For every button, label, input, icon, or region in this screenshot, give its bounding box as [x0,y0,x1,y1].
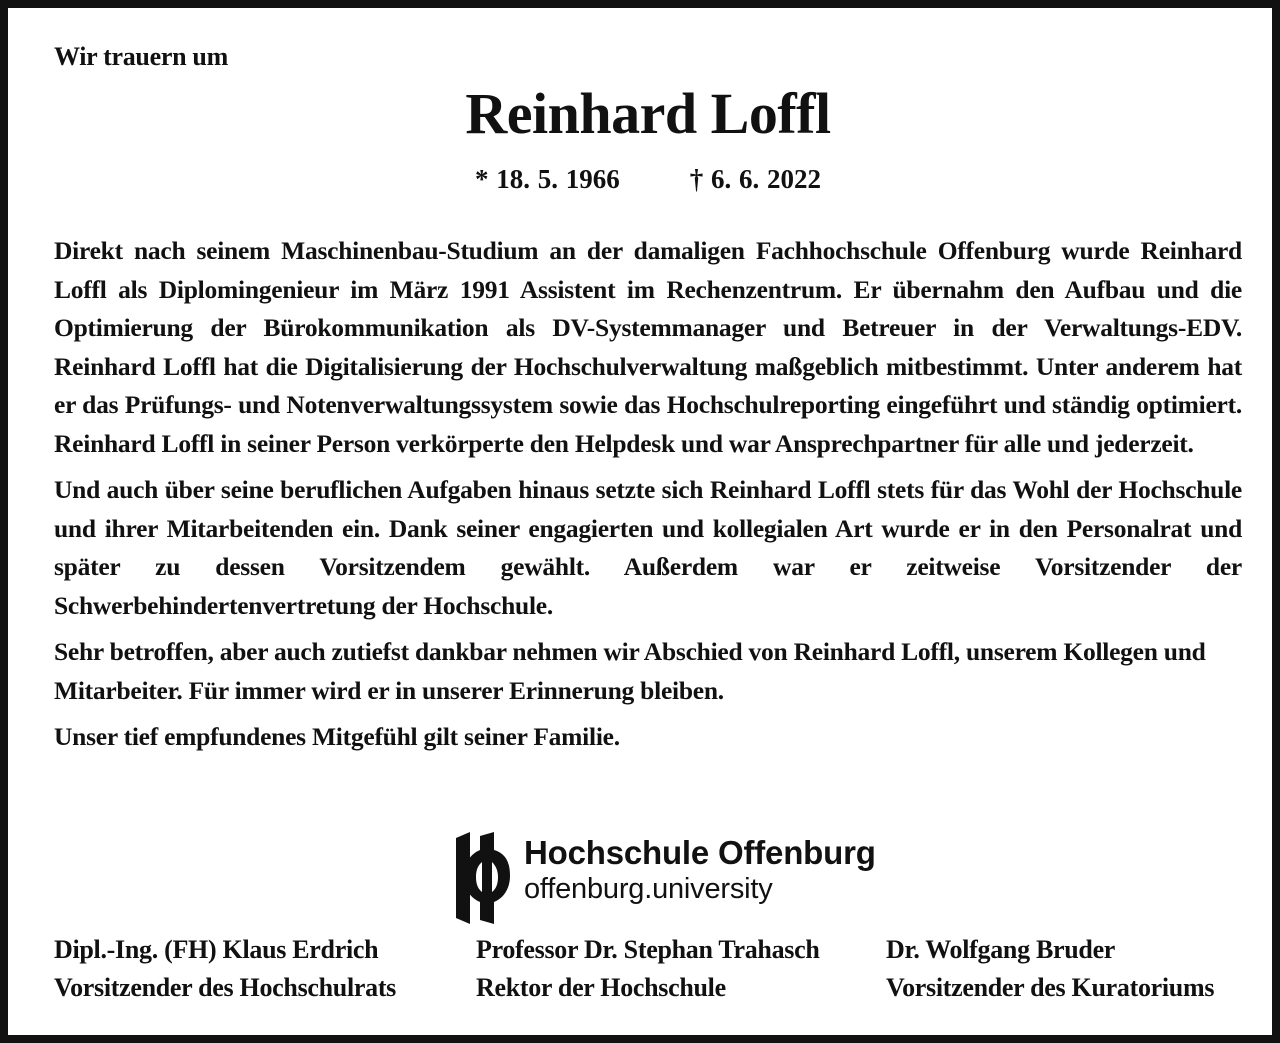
logo-subtitle: offenburg.university [524,873,773,905]
life-dates [54,164,1242,195]
obituary-notice [54,8,1242,1035]
signer-name: Dipl.-Ing. (FH) Klaus Erdrich [54,935,379,964]
signer-role: Rektor der Hochschule [476,973,726,1002]
signer-name: Dr. Wolfgang Bruder [886,935,1116,964]
notice-body [54,232,1242,765]
hochschule-offenburg-logo-mark-icon [456,832,512,924]
death-date: † 6. 6. 2022 [689,164,821,194]
paragraph-career: Direkt nach seinem Maschinenbau-Studium an der damaligen Fachhochschule Offenburg wurde Reinhard Loffl als Diplomingenieur im März 1991 Assistent im Rechenzentrum. Er übernahm den Aufbau und die Optimierung der Bürokommunikation als DV-Systemmanager und Betreuer in der Verwaltungs-EDV. Reinhard Loffl hat die Digitalisierung der Hochschulverwaltung maßgeblich mitbestimmt. Unter anderem hat er das Prüfungs- und Notenverwaltungssystem sowie das Hochschulreporting eingeführt und ständig optimiert. Reinhard Loffl in seiner Person verkörperte den Helpdesk und war Ansprechpartner für alle und jederzeit. [54,236,1242,458]
signer-erdrich [54,931,396,1007]
paragraph-condolence: Unser tief empfundenes Mitgefühl gilt seiner Familie. [54,722,620,751]
deceased-name: Reinhard Loffl [465,81,831,146]
signer-trahasch [476,931,820,1007]
paragraph-engagement: Und auch über seine beruflichen Aufgaben hinaus setzte sich Reinhard Loffl stets für das Wohl der Hochschule und ihrer Mitarbeitenden ein. Dank seiner engagierten und kollegialen Art wurde er in den Personalrat und später zu dessen Vorsitzendem gewählt. Außerdem war er zeitweise Vorsitzender der Schwerbehindertenvertretung der Hochschule. [54,475,1242,620]
logo-title: Hochschule Offenburg [524,834,876,871]
paragraph-farewell: Sehr betroffen, aber auch zutiefst dankbar nehmen wir Abschied von Reinhard Loffl, unserem Kollegen und Mitarbeiter. Für immer wird er in unserer Erinnerung bleiben. [54,637,1206,705]
signer-role: Vorsitzender des Hochschulrats [54,973,397,1002]
birth-date: * 18. 5. 1966 [475,164,620,194]
signer-role: Vorsitzender des Kuratoriums [886,973,1215,1002]
signer-bruder [886,931,1214,1007]
university-logo [456,832,896,924]
signer-name: Professor Dr. Stephan Trahasch [476,935,820,964]
intro-text: Wir trauern um [54,42,228,71]
signatories [54,931,1242,1011]
